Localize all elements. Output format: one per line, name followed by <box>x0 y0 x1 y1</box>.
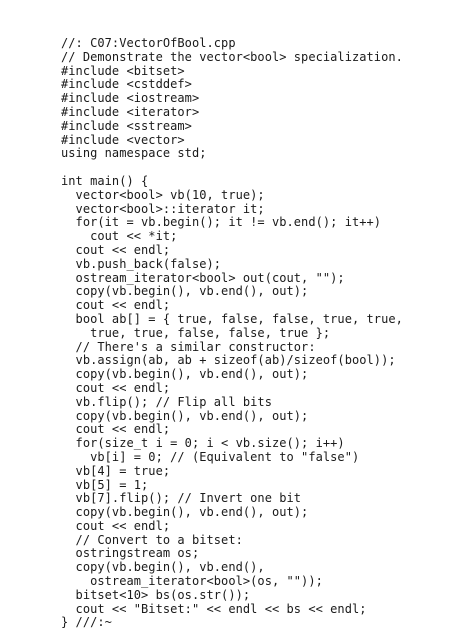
code-line: vb[i] = 0; // (Equivalent to "false") <box>61 449 360 464</box>
code-line: bitset<10> bs(os.str()); <box>61 587 251 602</box>
code-line <box>61 161 403 175</box>
code-line: vector<bool>::iterator it; <box>61 201 265 216</box>
code-line: //: C07:VectorOfBool.cpp <box>61 36 236 50</box>
code-line: #include <iostream> <box>61 91 200 106</box>
code-line: } ///:~ <box>61 615 112 630</box>
code-line: ostringstream os; <box>61 546 200 561</box>
code-line: ostream_iterator<bool>(os, "")); <box>61 574 323 589</box>
code-line: #include <sstream> <box>61 118 192 133</box>
code-line: vb[5] = 1; <box>61 477 149 492</box>
code-line: #include <cstddef> <box>61 77 192 92</box>
code-line: cout << endl; <box>61 422 171 437</box>
code-line: cout << "Bitset:" << endl << bs << endl; <box>61 601 367 616</box>
code-line: #include <vector> <box>61 132 185 147</box>
code-line: vb.push_back(false); <box>61 256 222 271</box>
code-line: copy(vb.begin(), vb.end(), out); <box>61 505 309 520</box>
code-line: // Convert to a bitset: <box>61 532 243 547</box>
code-line: using namespace std; <box>61 146 207 161</box>
code-line: vb.assign(ab, ab + sizeof(ab)/sizeof(bool)); <box>61 353 396 368</box>
code-line: vb[7].flip(); // Invert one bit <box>61 491 302 506</box>
code-line: vb[4] = true; <box>61 463 171 478</box>
code-line: copy(vb.begin(), vb.end(), out); <box>61 367 309 382</box>
code-line: #include <iterator> <box>61 104 200 119</box>
code-line: vb.flip(); // Flip all bits <box>61 394 272 409</box>
code-line: copy(vb.begin(), vb.end(), out); <box>61 284 309 299</box>
code-line: cout << endl; <box>61 242 171 257</box>
code-line: cout << *it; <box>61 229 178 244</box>
code-line: for(it = vb.begin(); it != vb.end(); it++) <box>61 215 382 230</box>
code-line: bool ab[] = { true, false, false, true, true, <box>61 311 403 326</box>
code-line: vector<bool> vb(10, true); <box>61 187 265 202</box>
code-line: cout << endl; <box>61 518 171 533</box>
code-line: #include <bitset> <box>61 63 185 78</box>
code-line: int main() { <box>61 173 149 188</box>
code-line: copy(vb.begin(), vb.end(), <box>61 560 265 575</box>
code-line: cout << endl; <box>61 298 171 313</box>
code-line: true, true, false, false, true }; <box>61 325 331 340</box>
code-line: copy(vb.begin(), vb.end(), out); <box>61 408 309 423</box>
code-line: // There's a similar constructor: <box>61 339 316 354</box>
code-line: cout << endl; <box>61 380 171 395</box>
code-line: for(size_t i = 0; i < vb.size(); i++) <box>61 436 345 451</box>
code-line: ostream_iterator<bool> out(cout, ""); <box>61 270 345 285</box>
code-listing <box>61 37 403 630</box>
code-line: // Demonstrate the vector<bool> specialization. <box>61 49 403 64</box>
